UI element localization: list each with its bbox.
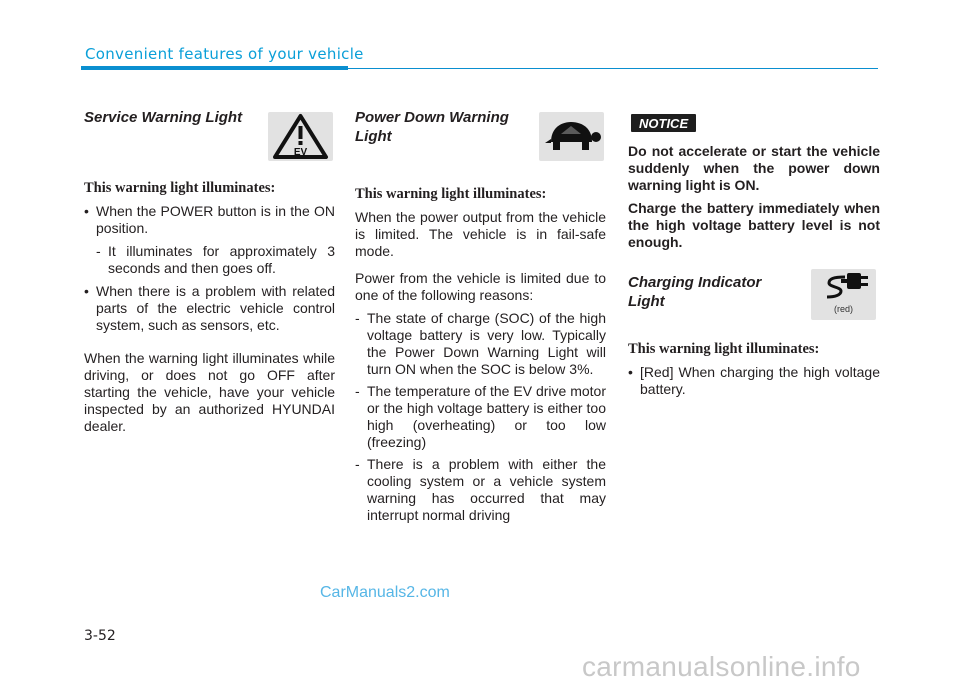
dash-mark: -: [355, 456, 360, 472]
section-header: [84, 108, 335, 164]
paragraph: When the power output from the vehicle is limited. The vehicle is in fail-safe mode.: [355, 209, 606, 259]
reason-item: [355, 456, 606, 524]
footer-site: carmanualsonline.info: [582, 651, 861, 682]
subhead: This warning light illuminates:: [84, 180, 276, 196]
header-rule-thin: [348, 68, 878, 69]
reason-text: The state of charge (SOC) of the high voltage battery is very low. Typically the Power Down Warning Light will turn ON when the SOC is below 3%.: [367, 310, 606, 377]
bullet-item: • When the POWER button is in the ON position.: [84, 203, 335, 237]
bullet-item: • When there is a problem with related parts of the electric vehicle control system, such as sensors, etc.: [84, 283, 335, 334]
bullet-item: • [Red] When charging the high voltage battery.: [628, 364, 880, 398]
reason-text: There is a problem with either the cooling system or a vehicle system warning has occurred that may interrupt normal driving: [367, 456, 606, 523]
notice-badge: NOTICE: [631, 114, 696, 132]
section-title: Service Warning Light: [84, 109, 243, 126]
notice-and-charging-section: [628, 108, 880, 404]
notice-text: Do not accelerate or start the vehicle suddenly when the power down warning light is ON.: [628, 143, 880, 193]
svg-text:EV: EV: [293, 147, 308, 158]
header-title: Convenient features of your vehicle: [85, 45, 364, 63]
turtle-power-down-icon: [539, 112, 604, 161]
header-rule-thick: [81, 66, 348, 70]
section-title: Charging Indicator Light: [628, 274, 762, 310]
dash-mark: -: [96, 243, 101, 259]
dash-mark: -: [355, 383, 360, 399]
reason-item: [355, 383, 606, 451]
subhead: This warning light illuminates:: [355, 186, 547, 202]
reason-text: The temperature of the EV drive motor or the high voltage battery is either too high (overheating) or too low (freezing): [367, 383, 606, 450]
dash-item: [84, 243, 335, 277]
reason-item: [355, 310, 606, 378]
power-down-section: [355, 108, 606, 529]
icon-caption: (red): [833, 304, 853, 314]
section-header: [628, 273, 880, 333]
section-title: Power Down Warning Light: [355, 109, 509, 145]
dash-text: It illuminates for approximately 3 seconds and then goes off.: [108, 243, 335, 276]
dash-mark: -: [355, 310, 360, 326]
page-number: 3-52: [84, 628, 116, 644]
paragraph: When the warning light illuminates while driving, or does not go OFF after starting the vehicle, have your vehicle inspected by an authorized HYUNDAI dealer.: [84, 350, 335, 434]
notice-text: Charge the battery immediately when the high voltage battery level is not enough.: [628, 200, 880, 250]
watermark: CarManuals2.com: [320, 584, 450, 601]
charging-plug-icon: [811, 269, 876, 320]
section-header: [355, 108, 606, 170]
ev-service-warning-icon: [268, 112, 333, 161]
service-warning-section: [84, 108, 335, 443]
paragraph: Power from the vehicle is limited due to one of the following reasons:: [355, 270, 606, 303]
subhead: This warning light illuminates:: [628, 341, 820, 357]
